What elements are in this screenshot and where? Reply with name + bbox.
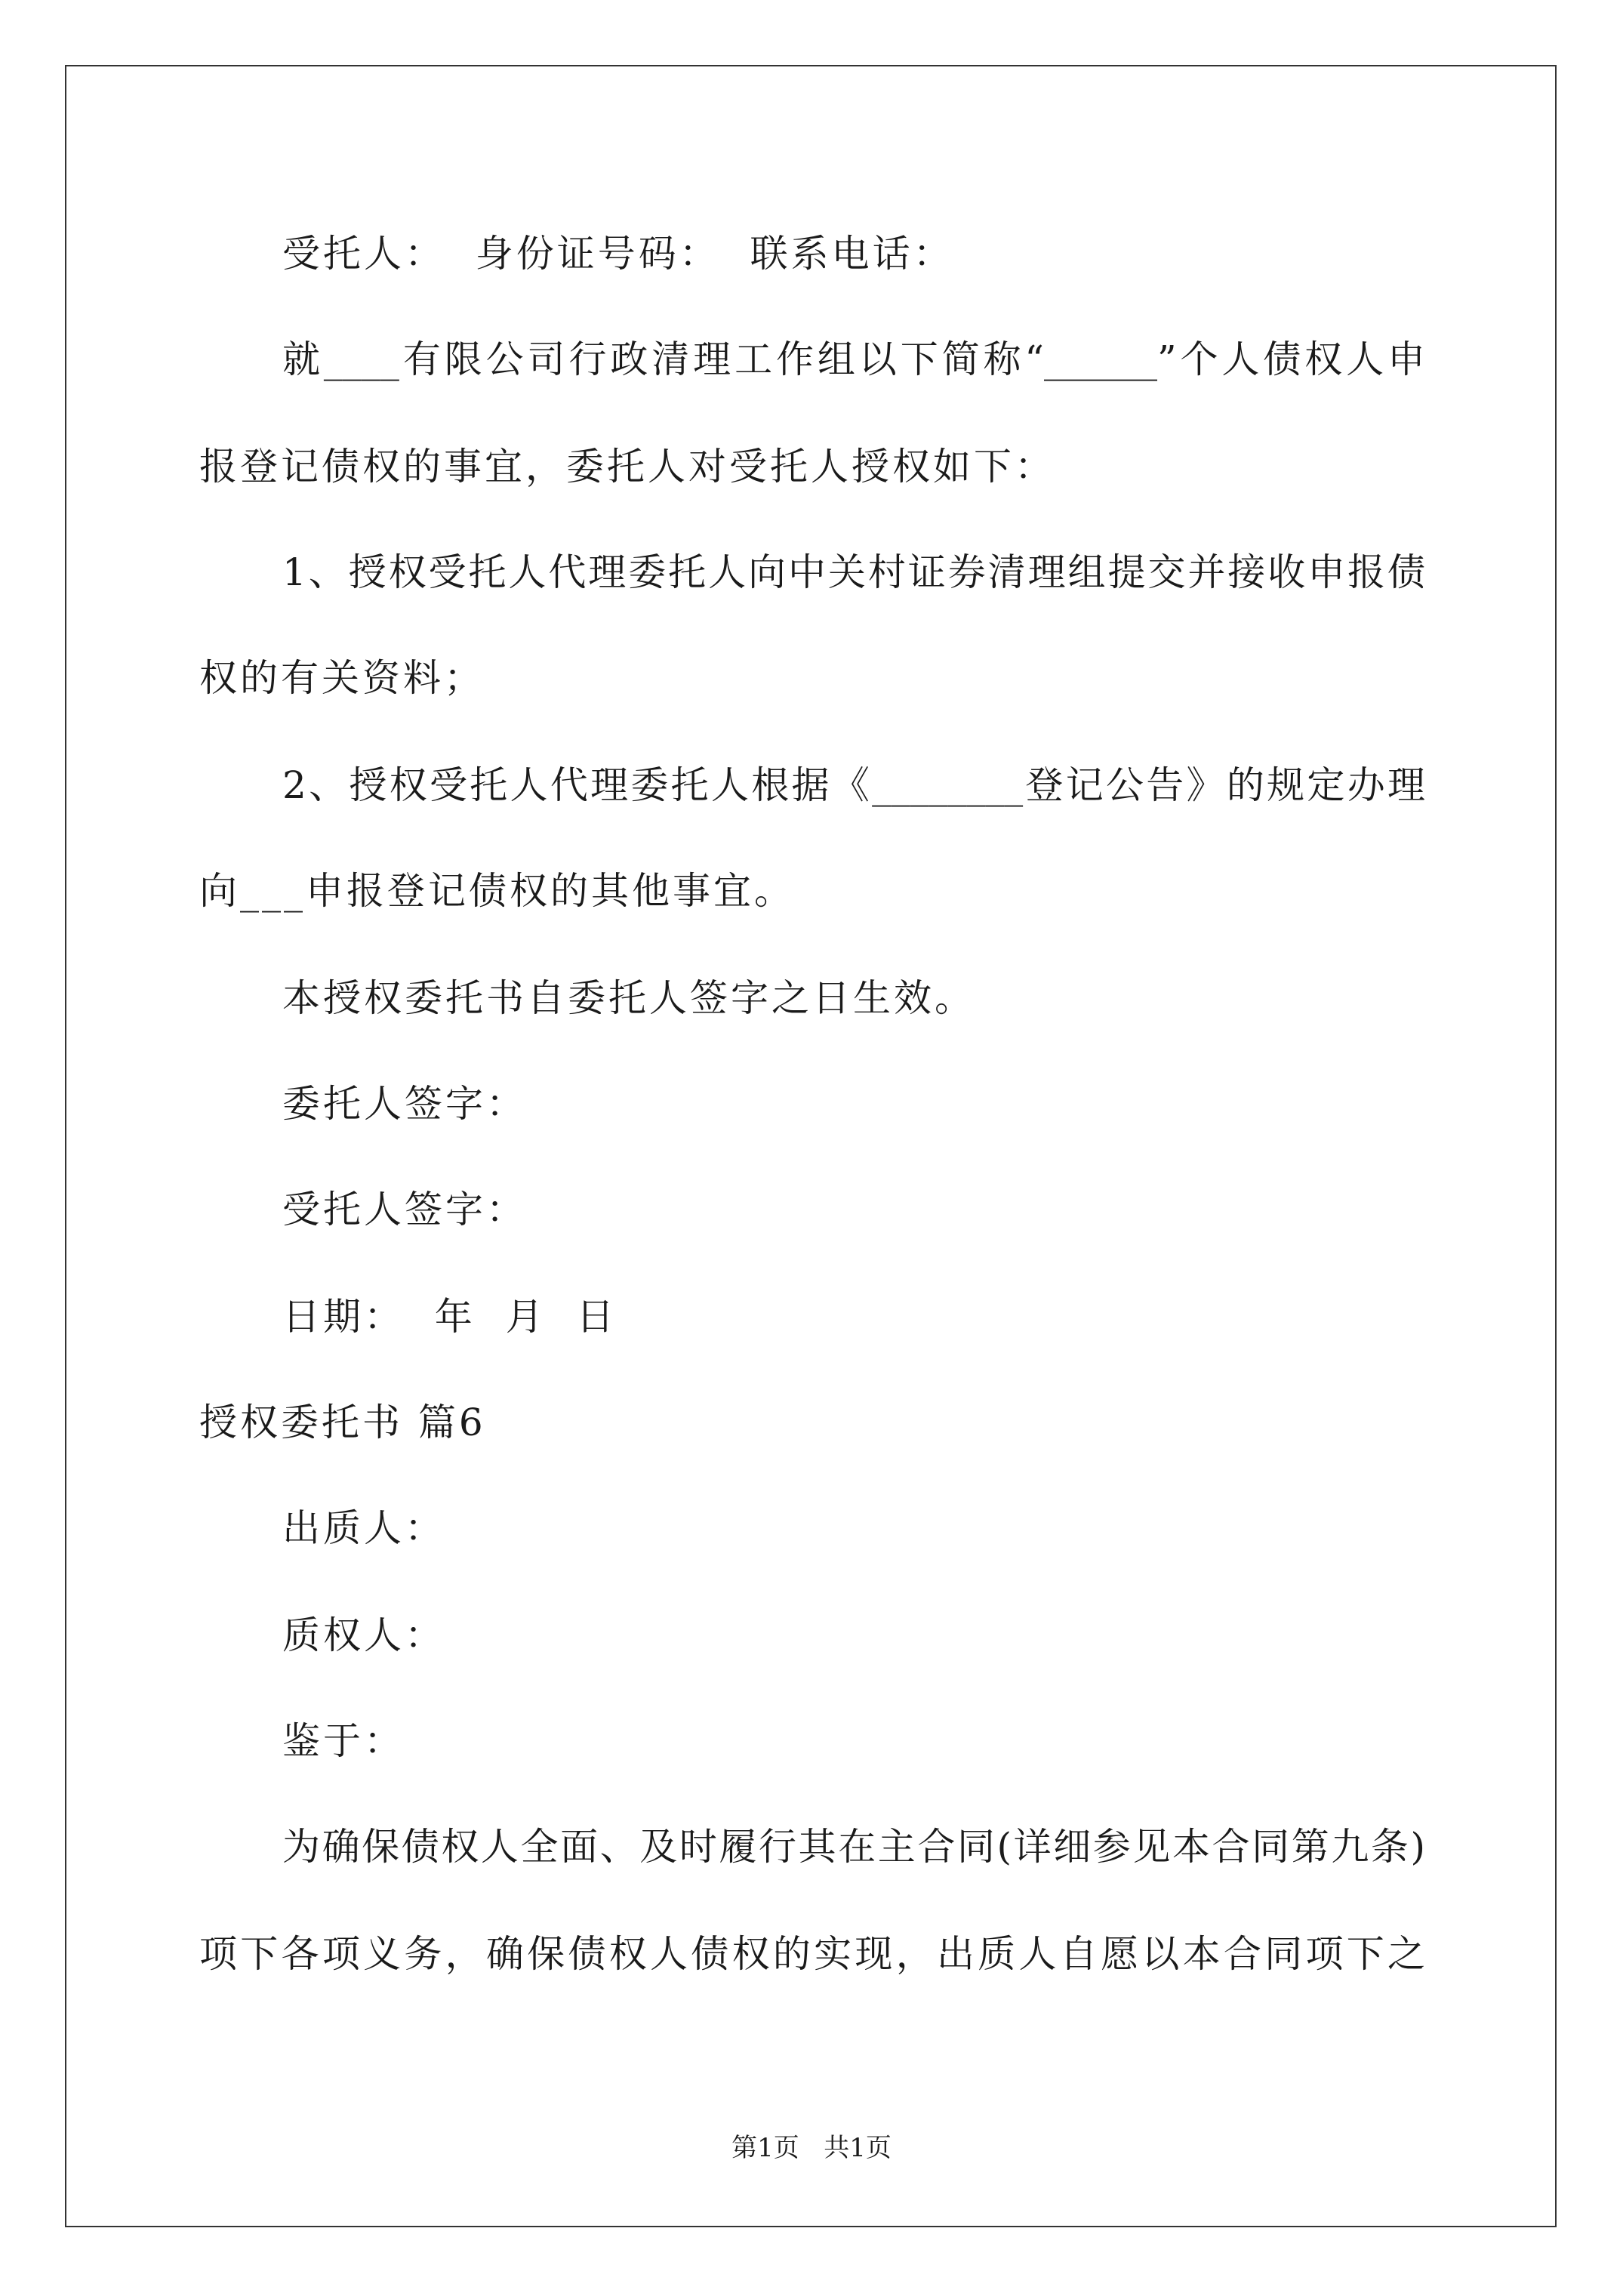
text-line-purpose-1: 为确保债权人全面、及时履行其在主合同(详细参见本合同第九条): [282, 1825, 1425, 1869]
text-line-pledgee: 质权人：: [282, 1613, 445, 1657]
page-number: 第1页 共1页: [731, 2133, 892, 2163]
text-line-purpose-2: 项下各项义务，确保债权人债权的实现，出质人自愿以本合同项下之: [199, 1932, 1425, 1976]
text-line-whereas: 鉴于：: [282, 1719, 405, 1763]
text-line-principal-signature: 委托人签字：: [282, 1082, 527, 1126]
text-line-item1-2: 权的有关资料；: [199, 656, 485, 700]
text-line-intro-2: 报登记债权的事宜，委托人对受托人授权如下：: [199, 445, 1055, 488]
text-line-date: 日期： 年 月 日: [282, 1295, 617, 1339]
text-line-item2-1: 2、授权受托人代理委托人根据《________登记公告》的规定办理: [282, 763, 1425, 807]
text-line-item1-1: 1、授权受托人代理委托人向中关村证券清理组提交并接收申报债: [282, 550, 1425, 594]
text-line-pledgor: 出质人：: [282, 1506, 445, 1550]
text-line-intro-1: 就____有限公司行政清理工作组以下简称“______”个人债权人申: [282, 337, 1425, 381]
text-line-item2-2: 向___申报登记债权的其他事宜。: [199, 869, 795, 913]
section-heading: 授权委托书 篇6: [199, 1401, 486, 1444]
text-line-trustee-signature: 受托人签字：: [282, 1188, 527, 1231]
page-border: [65, 65, 1557, 2227]
text-line-trustee-info: 受托人： 身份证号码： 联系电话：: [282, 232, 954, 276]
text-line-effective: 本授权委托书自委托人签字之日生效。: [282, 976, 975, 1020]
